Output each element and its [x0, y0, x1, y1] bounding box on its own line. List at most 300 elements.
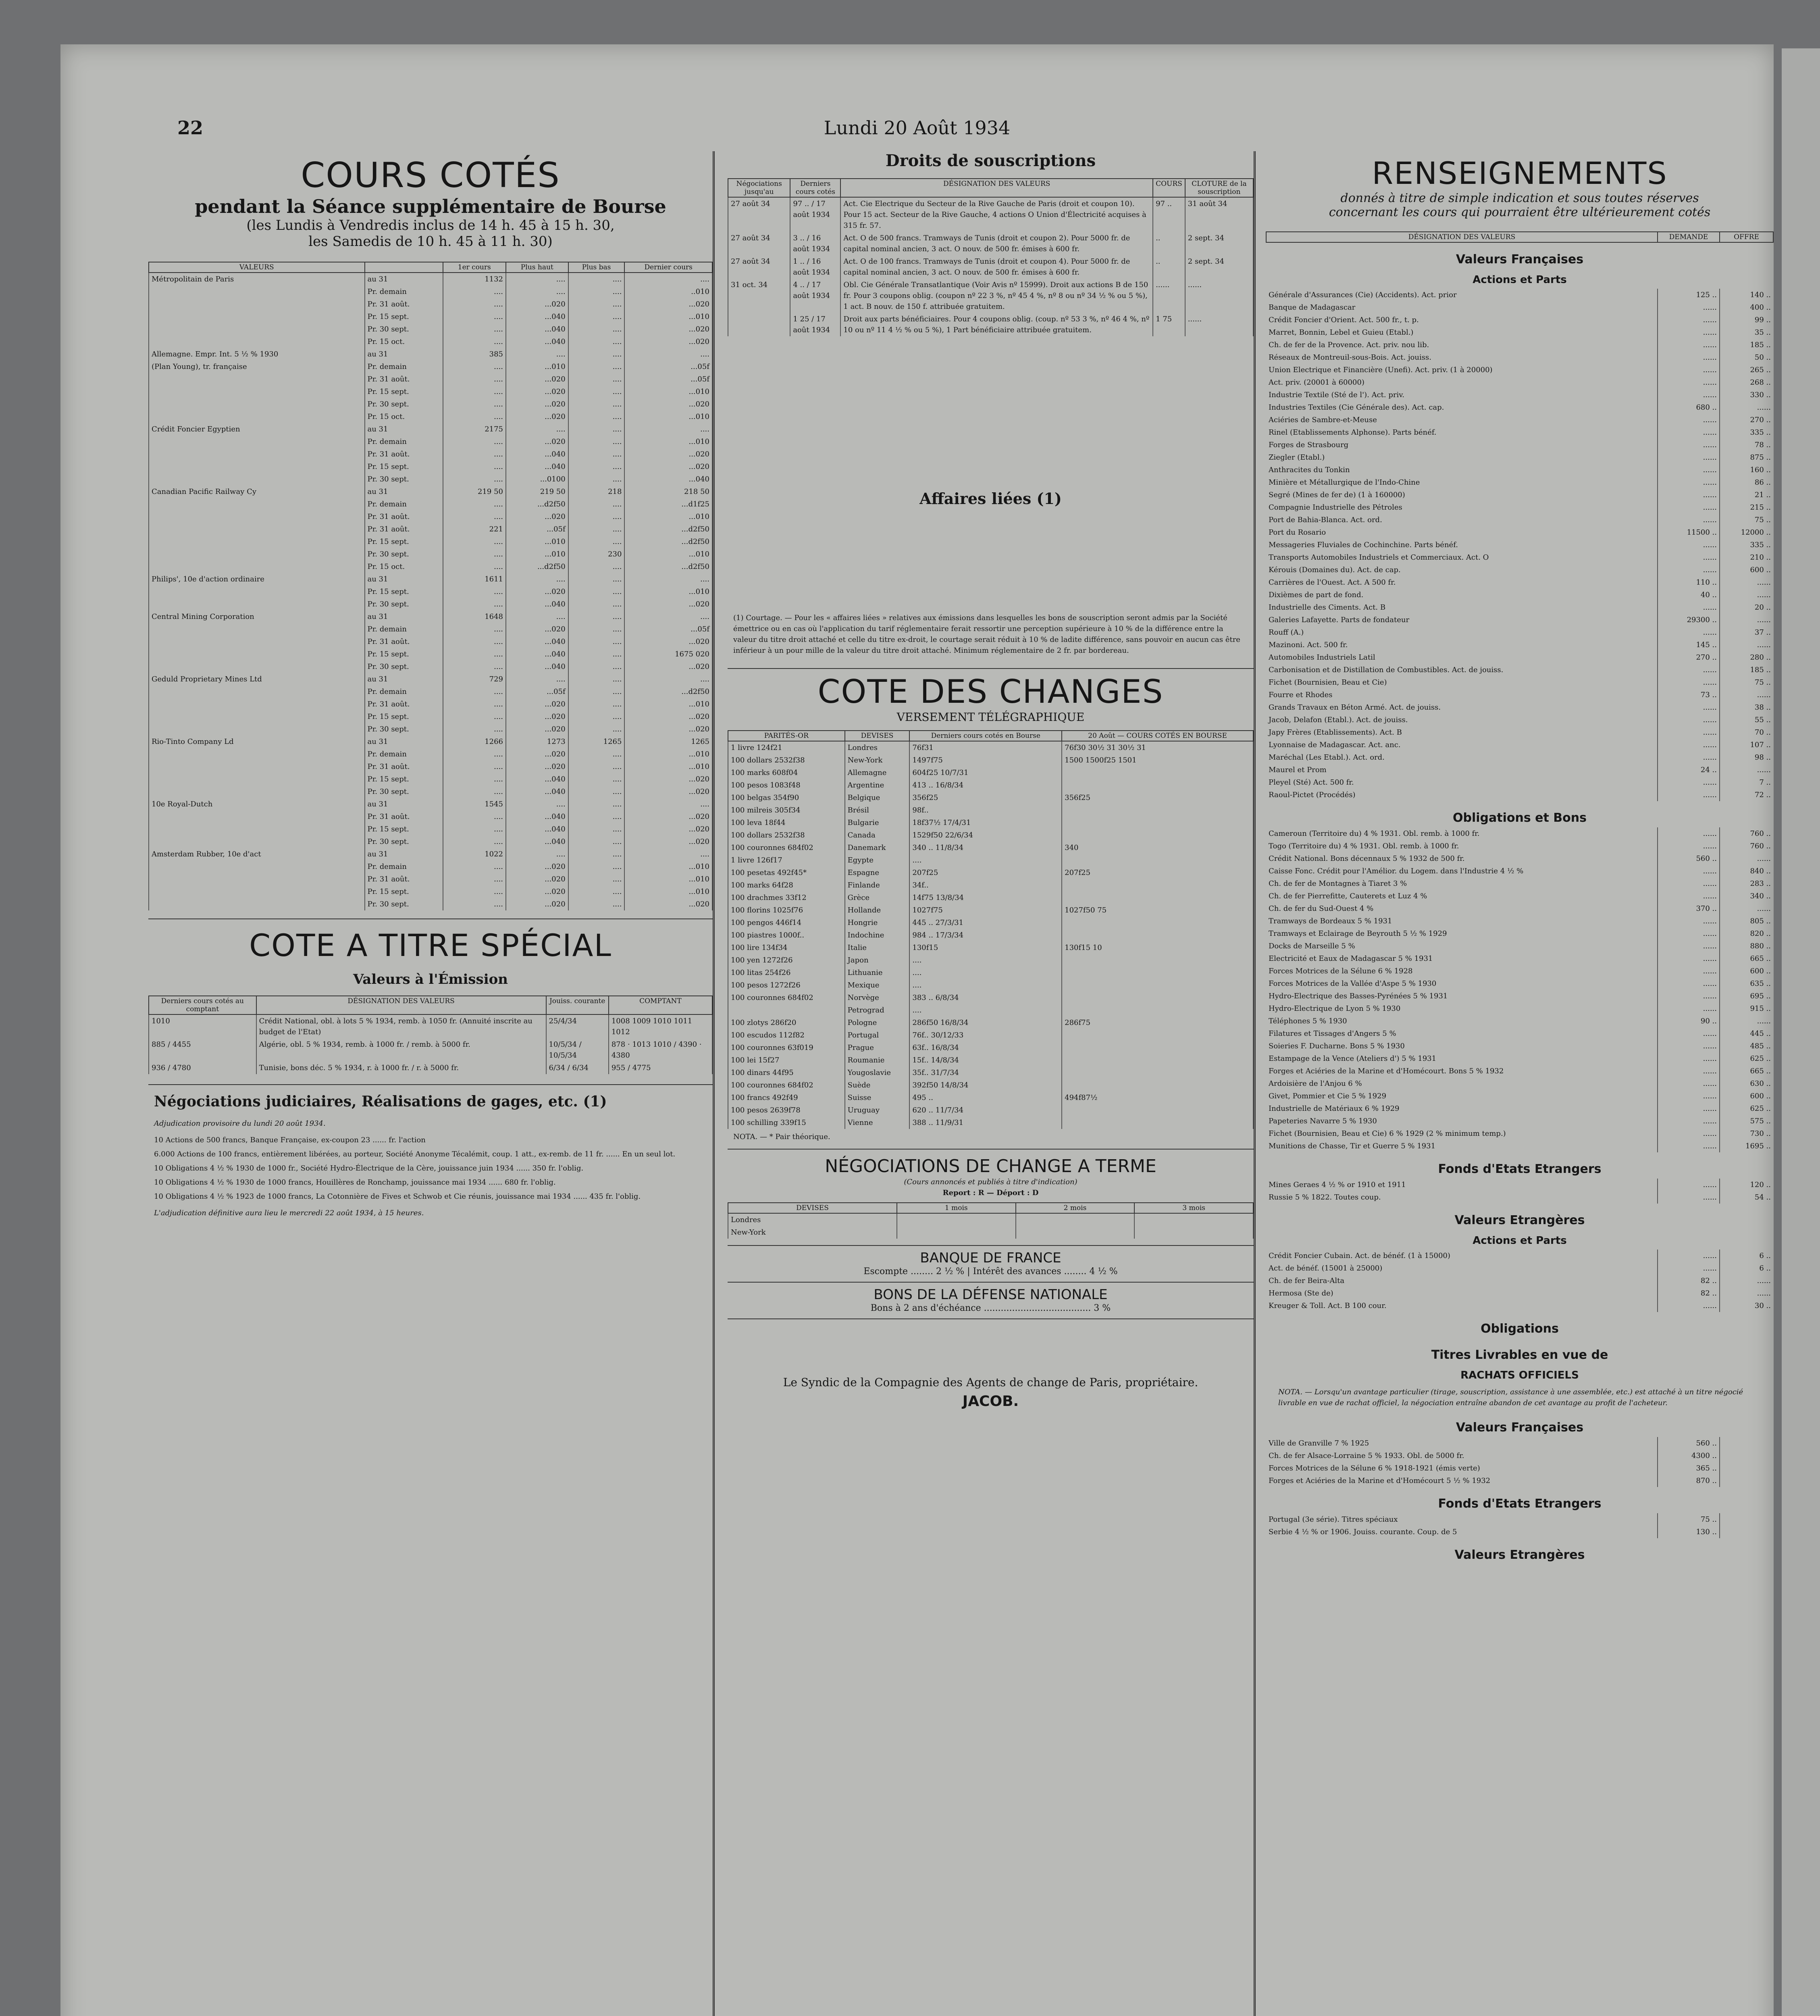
cours-cotes-cell: ...020: [506, 698, 568, 710]
terme-title: NÉGOCIATIONS DE CHANGE A TERME: [825, 1156, 1156, 1177]
changes-dernier: ....: [909, 954, 1062, 966]
valeur-demande: ......: [1658, 564, 1720, 576]
changes-row: [728, 1091, 1253, 1104]
valeur-demande: 145 ..: [1658, 639, 1720, 651]
cours-cotes-row: [149, 710, 712, 723]
cours-cotes-cell: au 31: [365, 273, 443, 285]
cours-cotes-cell: [149, 760, 365, 773]
changes-devise: Pologne: [845, 1016, 910, 1029]
banque-line: Escompte ........ 2 ½ % | Intérêt des avances ........ 4 ½ %: [863, 1266, 1118, 1277]
valeur-demande: ......: [1658, 739, 1720, 751]
renseignements-section: [1266, 1538, 1773, 1564]
changes-header-0: PARITÉS-OR: [728, 731, 845, 741]
cours-cotes-cell: ...020: [624, 460, 712, 473]
cours-cotes-cell: ....: [443, 785, 506, 798]
cours-cotes-cell: ....: [568, 373, 625, 385]
cours-cotes-cell: ...010: [624, 873, 712, 885]
courtage-footnote: (1) Courtage. — Pour les « affaires liées » relatives aux émissions dans lesquelles les bons de souscription seront admis par la Société émettrice ou en cas où l'application du tarif réglementaire ferait ressortir une perception supérieure à 10 % de la différence entre la valeur du titre droit attaché et celle du titre ex-droit, le courtage serait réduit à 10 % de ladite différence, sans pouvoir en aucun cas être inférieur à un pour mille de la valeur du titre droit attaché. Minimum réglementaire de 2 fr. par bordereau.: [733, 614, 1240, 655]
cours-cotes-row: [149, 460, 712, 473]
cours-cotes-cell: ....: [443, 873, 506, 885]
section-title: Actions et Parts: [1473, 274, 1567, 286]
cours-cotes-cell: ...0100: [506, 473, 568, 485]
cours-cotes-cell: 385: [443, 348, 506, 360]
renseignements-table: [1266, 231, 1774, 1564]
valeur-designation: Téléphones 5 % 1930: [1266, 1015, 1658, 1027]
valeur-offre: 86 ..: [1754, 478, 1771, 487]
changes-cours: 1500 1500f25 1501: [1062, 754, 1253, 766]
changes-parite: 100 drachmes 33f12: [728, 891, 845, 904]
changes-row: [728, 1066, 1253, 1079]
cours-cotes-cell: au 31: [365, 423, 443, 435]
cours-cotes-cell: [149, 460, 365, 473]
valeur-designation: Crédit Foncier Cubain. Act. de bénéf. (1 à 15000): [1266, 1250, 1658, 1262]
cours-cotes-cell: ...020: [506, 898, 568, 910]
changes-dernier: 495 ..: [909, 1091, 1062, 1104]
cours-cotes-cell: [149, 385, 365, 398]
changes-row: [728, 954, 1253, 966]
changes-dernier: 1497f75: [909, 754, 1062, 766]
changes-row: [728, 879, 1253, 891]
cours-cotes-cell: ...010: [624, 510, 712, 523]
changes-dernier: 207f25: [909, 866, 1062, 879]
changes-cours: 76f30 30½ 31 30½ 31: [1062, 741, 1253, 754]
changes-row: [728, 791, 1253, 804]
titre-special-cell: Algérie, obl. 5 % 1934, remb. à 1000 fr. / remb. à 5000 fr.: [256, 1038, 546, 1062]
cours-cotes-row: [149, 785, 712, 798]
changes-dernier: 445 .. 27/3/31: [909, 916, 1062, 929]
valeur-designation: Automobiles Industriels Latil: [1266, 651, 1658, 664]
cours-cotes-cell: ...d2f50: [624, 560, 712, 573]
droits-header-3: COURS: [1153, 179, 1185, 197]
valeur-demande: 29300 ..: [1658, 614, 1720, 626]
cours-cotes-cell: ....: [624, 798, 712, 810]
droits-cell: 97 ..: [1153, 197, 1185, 232]
cours-cotes-cell: ...020: [506, 435, 568, 448]
valeur-designation: Docks de Marseille 5 %: [1266, 940, 1658, 952]
droits-cell: 97 .. / 17 août 1934: [790, 197, 840, 232]
cours-cotes-cell: [149, 748, 365, 760]
cours-cotes-cell: ....: [443, 548, 506, 560]
renseignements-header-row: [1266, 232, 1773, 242]
cours-cotes-cell: [149, 773, 365, 785]
renseignements-row: [1266, 314, 1773, 326]
cours-cotes-cell: ...020: [506, 410, 568, 423]
cours-cotes-cell: Pr. demain: [365, 860, 443, 873]
renseignements-row: [1266, 339, 1773, 351]
valeur-demande: ......: [1658, 464, 1720, 476]
cours-cotes-cell: ....: [568, 598, 625, 610]
valeur-designation: Rinel (Etablissements Alphonse). Parts bénéf.: [1266, 426, 1658, 439]
cours-cotes-cell: Pr. 30 sept.: [365, 548, 443, 560]
valeur-demande: ......: [1658, 827, 1720, 840]
cours-cotes-cell: ...020: [624, 823, 712, 835]
valeur-offre: ......: [1757, 616, 1771, 624]
cours-cotes-cell: 1022: [443, 848, 506, 860]
valeur-designation: Munitions de Chasse, Tir et Guerre 5 % 1931: [1266, 1140, 1658, 1152]
renseignements-row: [1266, 376, 1773, 389]
cours-cotes-row: [149, 660, 712, 673]
cours-cotes-cell: ....: [624, 348, 712, 360]
cours-cotes-cell: Pr. 30 sept.: [365, 785, 443, 798]
changes-parite: 100 dollars 2532f38: [728, 754, 845, 766]
changes-devise: Hollande: [845, 904, 910, 916]
renseignements-header-2: OFFRE: [1720, 232, 1773, 242]
renseignements-row: [1266, 664, 1773, 676]
valeur-offre: 215 ..: [1750, 503, 1771, 512]
cours-cotes-cell: [149, 698, 365, 710]
valeur-offre: 38 ..: [1754, 703, 1771, 712]
valeur-demande: ......: [1658, 1262, 1720, 1275]
renseignements-row: [1266, 564, 1773, 576]
cours-cotes-header-2: 1er cours: [443, 262, 506, 273]
renseignements-row: [1266, 714, 1773, 726]
valeur-demande: ......: [1658, 840, 1720, 852]
renseignements-row: [1266, 1300, 1773, 1312]
changes-parite: 100 zlotys 286f20: [728, 1016, 845, 1029]
valeur-designation: Réseaux de Montreuil-sous-Bois. Act. jouiss.: [1266, 351, 1658, 364]
cours-cotes-cell: ...020: [624, 635, 712, 648]
droits-row: [728, 197, 1253, 232]
cours-cotes-cell: 218: [568, 485, 625, 498]
cours-cotes-cell: [149, 635, 365, 648]
cours-cotes-cell: au 31: [365, 485, 443, 498]
cours-cotes-cell: Pr. demain: [365, 623, 443, 635]
renseignements-row: [1266, 439, 1773, 451]
cours-cotes-cell: ....: [568, 385, 625, 398]
renseignements-row: [1266, 1179, 1773, 1191]
cours-cotes-cell: ....: [443, 373, 506, 385]
changes-dernier: 392f50 14/8/34: [909, 1079, 1062, 1091]
cours-cotes-cell: Pr. 31 août.: [365, 298, 443, 310]
cours-cotes-cell: 219 50: [506, 485, 568, 498]
changes-cours: [1062, 991, 1253, 1004]
valeur-offre: 120 ..: [1750, 1181, 1771, 1189]
changes-row: [728, 966, 1253, 979]
changes-parite: 100 lei 15f27: [728, 1054, 845, 1066]
cours-cotes-cell: [149, 310, 365, 323]
valeur-demande: ......: [1658, 364, 1720, 376]
cours-cotes-cell: ...05f: [624, 373, 712, 385]
cours-cotes-cell: ...020: [624, 398, 712, 410]
renseignements-row: [1266, 1052, 1773, 1065]
changes-cours: [1062, 929, 1253, 941]
valeur-demande: ......: [1658, 489, 1720, 501]
cours-cotes-cell: ...05f: [506, 685, 568, 698]
cours-cotes-cell: ...010: [624, 748, 712, 760]
valeur-demande: ......: [1658, 1300, 1720, 1312]
cours-cotes-cell: ....: [443, 623, 506, 635]
cours-cotes-cell: ...010: [624, 585, 712, 598]
cours-cotes-cell: ...d2f50: [506, 560, 568, 573]
valeur-designation: Maurel et Prom: [1266, 764, 1658, 776]
valeur-offre: 270 ..: [1750, 416, 1771, 424]
changes-row: [728, 1041, 1253, 1054]
valeur-designation: Filatures et Tissages d'Angers 5 %: [1266, 1027, 1658, 1040]
valeur-offre: 575 ..: [1750, 1117, 1771, 1125]
cours-cotes-cell: ...d1f25: [624, 498, 712, 510]
valeur-designation: Electricité et Eaux de Madagascar 5 % 1931: [1266, 952, 1658, 965]
valeur-offre: 820 ..: [1750, 929, 1771, 938]
next-page-edge: [1782, 48, 1820, 2016]
renseignements-note: NOTA. — Lorsqu'un avantage particulier (tirage, souscription, assistance à une assemblée, etc.) est attaché à un titre négocié livrable en vue de rachat officiel, la négociation entraîne abandon de cet avantage au profit de l'acheteur.: [1278, 1388, 1743, 1407]
cours-cotes-cell: [149, 398, 365, 410]
changes-parite: 100 dollars 2532f38: [728, 829, 845, 841]
valeur-designation: Hydro-Electrique de Lyon 5 % 1930: [1266, 1002, 1658, 1015]
changes-devise: Bulgarie: [845, 816, 910, 829]
changes-row: [728, 891, 1253, 904]
titre-special-row: [149, 1062, 712, 1074]
renseignements-row: [1266, 676, 1773, 689]
valeur-offre: [1720, 1526, 1773, 1538]
changes-row: [728, 1079, 1253, 1091]
changes-header-1: DEVISES: [845, 731, 910, 741]
renseignements-section: [1266, 1312, 1773, 1338]
valeur-demande: ......: [1658, 301, 1720, 314]
cours-cotes-cell: ...040: [506, 835, 568, 848]
titre-special-cell: 25/4/34: [546, 1014, 609, 1038]
renseignements-row: [1266, 902, 1773, 915]
cours-cotes-row: [149, 848, 712, 860]
cours-cotes-cell: [149, 523, 365, 535]
cours-cotes-row: [149, 835, 712, 848]
changes-devise: Uruguay: [845, 1104, 910, 1116]
cours-cotes-row: [149, 748, 712, 760]
changes-dernier: 604f25 10/7/31: [909, 766, 1062, 779]
droits-cell: Act. O de 100 francs. Tramways de Tunis (droit et coupon 4). Pour 5000 fr. de capital nominal ancien, 3 act. O nouv. de 500 fr. émises à 600 fr.: [840, 255, 1153, 279]
valeur-demande: ......: [1658, 952, 1720, 965]
cours-cotes-cell: Amsterdam Rubber, 10e d'act: [149, 848, 365, 860]
changes-parite: 100 pesos 2639f78: [728, 1104, 845, 1116]
cours-cotes-cell: ...020: [624, 835, 712, 848]
cours-cotes-cell: ....: [506, 610, 568, 623]
renseignements-section: [1266, 242, 1773, 269]
renseignements-title: RENSEIGNEMENTS: [1372, 155, 1668, 191]
cours-cotes-cell: 1648: [443, 610, 506, 623]
cours-cotes-cell: Pr. 30 sept.: [365, 898, 443, 910]
droits-cell: Droit aux parts bénéficiaires. Pour 4 coupons oblig. (coup. nº 53 3 %, nº 46 4 %, nº 10 ou nº 11 4 ½ % ou 5 %), 1 Part bénéficiaire attribuée gratuitem.: [840, 313, 1153, 336]
terme-table: [728, 1202, 1254, 1239]
cours-cotes-cell: 1611: [443, 573, 506, 585]
section-title: Valeurs Etrangères: [1454, 1548, 1585, 1562]
valeur-designation: Industries Textiles (Cie Générale des). Act. cap.: [1266, 401, 1658, 414]
negociation-item: 10 Obligations 4 ½ % 1930 de 1000 francs, Houillères de Ronchamp, jouissance mai 1934 ...... 680 fr. l'oblig.: [154, 1178, 556, 1187]
renseignements-row: [1266, 464, 1773, 476]
cours-cotes-cell: Philips', 10e d'action ordinaire: [149, 573, 365, 585]
adjudication-final: L'adjudication définitive aura lieu le mercredi 22 août 1934, à 15 heures.: [154, 1209, 424, 1217]
valeur-demande: ......: [1658, 751, 1720, 764]
renseignements-row: [1266, 739, 1773, 751]
valeur-offre: 695 ..: [1750, 992, 1771, 1000]
valeur-demande: 82 ..: [1658, 1287, 1720, 1300]
droits-cell: 27 août 34: [728, 255, 790, 279]
valeur-designation: Dixièmes de part de fond.: [1266, 589, 1658, 601]
valeur-designation: Compagnie Industrielle des Pétroles: [1266, 501, 1658, 514]
cours-cotes-cell: Pr. demain: [365, 498, 443, 510]
titre-special-cell: 885 / 4455: [149, 1038, 256, 1062]
cours-cotes-cell: [149, 548, 365, 560]
valeur-designation: Ziegler (Etabl.): [1266, 451, 1658, 464]
cours-cotes-cell: ...020: [506, 398, 568, 410]
cours-cotes-cell: Canadian Pacific Railway Cy: [149, 485, 365, 498]
valeur-designation: Segré (Mines de fer de) (1 à 160000): [1266, 489, 1658, 501]
cours-cotes-cell: ....: [443, 498, 506, 510]
changes-cours: [1062, 1066, 1253, 1079]
valeur-offre: 75 ..: [1754, 516, 1771, 524]
valeur-demande: ......: [1658, 376, 1720, 389]
syndic-name: JACOB.: [962, 1393, 1019, 1410]
changes-cours: 340: [1062, 841, 1253, 854]
droits-cell: ......: [1153, 279, 1185, 313]
valeur-designation: Forces Motrices de la Sélune 6 % 1928: [1266, 965, 1658, 977]
cours-cotes-cell: ....: [568, 860, 625, 873]
renseignements-row: [1266, 476, 1773, 489]
changes-cours: [1062, 1029, 1253, 1041]
valeur-demande: ......: [1658, 501, 1720, 514]
changes-devise: Roumanie: [845, 1054, 910, 1066]
renseignements-row: [1266, 915, 1773, 927]
cours-cotes-subtitle: pendant la Séance supplémentaire de Bourse: [195, 196, 666, 217]
valeur-designation: Ch. de fer de la Provence. Act. priv. nou lib.: [1266, 339, 1658, 351]
valeur-offre: 915 ..: [1750, 1004, 1771, 1013]
negociation-item: 6.000 Actions de 100 francs, entièrement libérées, au porteur, Société Anonyme Técalémit, coup. 1 att., ex-remb. de 11 fr. ...... En un seul lot.: [154, 1150, 676, 1158]
valeur-designation: Port de Bahia-Blanca. Act. ord.: [1266, 514, 1658, 526]
cours-cotes-cell: ....: [568, 473, 625, 485]
cours-cotes-cell: ...020: [624, 598, 712, 610]
renseignements-row: [1266, 764, 1773, 776]
cours-cotes-cell: Pr. 15 sept.: [365, 460, 443, 473]
changes-dernier: 340 .. 11/8/34: [909, 841, 1062, 854]
changes-devise: Allemagne: [845, 766, 910, 779]
changes-cours: [1062, 1116, 1253, 1129]
cours-cotes-cell: ....: [506, 285, 568, 298]
valeur-demande: ......: [1658, 1040, 1720, 1052]
cours-cotes-row: [149, 448, 712, 460]
cours-cotes-cell: ...010: [624, 548, 712, 560]
valeur-demande: ......: [1658, 977, 1720, 990]
valeur-designation: Forces Motrices de la Sélune 6 % 1918-1921 (émis verte): [1266, 1462, 1658, 1475]
cours-cotes-cell: ....: [568, 573, 625, 585]
valeur-demande: ......: [1658, 1065, 1720, 1077]
valeur-demande: 130 ..: [1658, 1526, 1720, 1538]
cours-cotes-cell: ...040: [506, 660, 568, 673]
cours-cotes-cell: ...05f: [624, 360, 712, 373]
cours-cotes-cell: [149, 448, 365, 460]
changes-cours: [1062, 891, 1253, 904]
cours-cotes-cell: ....: [568, 323, 625, 335]
valeur-designation: Fichet (Bournisien, Beau et Cie) 6 % 1929 (2 % minimum temp.): [1266, 1127, 1658, 1140]
cours-cotes-cell: ...d2f50: [624, 535, 712, 548]
changes-devise: Canada: [845, 829, 910, 841]
changes-parite: 100 escudos 112f82: [728, 1029, 845, 1041]
valeur-designation: Transports Automobiles Industriels et Commerciaux. Act. O: [1266, 551, 1658, 564]
titre-special-cell: 1008 1009 1010 1011 1012: [609, 1014, 712, 1038]
valeur-demande: 11500 ..: [1658, 526, 1720, 539]
valeur-offre: 805 ..: [1750, 917, 1771, 925]
valeur-offre: [1720, 1437, 1773, 1450]
valeur-demande: ......: [1658, 1077, 1720, 1090]
cours-cotes-cell: 1273: [506, 735, 568, 748]
cours-cotes-cell: ...010: [624, 410, 712, 423]
cours-cotes-cell: ....: [443, 448, 506, 460]
valeur-offre: [1720, 1513, 1773, 1526]
negociations-title: Négociations judiciaires, Réalisations de gages, etc. (1): [154, 1093, 607, 1110]
valeur-offre: 630 ..: [1750, 1079, 1771, 1088]
changes-dernier: 984 .. 17/3/34: [909, 929, 1062, 941]
cours-cotes-cell: Pr. 15 sept.: [365, 648, 443, 660]
cours-cotes-cell: ....: [624, 423, 712, 435]
changes-devise: Espagne: [845, 866, 910, 879]
cours-cotes-cell: Pr. 15 sept.: [365, 385, 443, 398]
renseignements-row: [1266, 965, 1773, 977]
changes-dernier: ....: [909, 979, 1062, 991]
cours-cotes-cell: ....: [443, 310, 506, 323]
valeur-demande: 40 ..: [1658, 589, 1720, 601]
renseignements-row: [1266, 877, 1773, 890]
cours-cotes-cell: Pr. 30 sept.: [365, 835, 443, 848]
valeur-designation: Forces Motrices de la Vallée d'Aspe 5 % 1930: [1266, 977, 1658, 990]
cours-cotes-cell: Pr. 30 sept.: [365, 323, 443, 335]
cours-cotes-cell: ....: [506, 273, 568, 285]
cours-cotes-header-0: VALEURS: [149, 262, 365, 273]
valeur-designation: Pleyel (Sté) Act. 500 fr.: [1266, 776, 1658, 789]
bons-line: Bons à 2 ans d'échéance ...................................... 3 %: [870, 1303, 1111, 1313]
changes-devise: Brésil: [845, 804, 910, 816]
cours-cotes-cell: Pr. 30 sept.: [365, 398, 443, 410]
valeur-designation: Togo (Territoire du) 4 % 1931. Obl. remb. à 1000 fr.: [1266, 840, 1658, 852]
renseignements-row: [1266, 389, 1773, 401]
cours-cotes-cell: ....: [443, 323, 506, 335]
cours-cotes-cell: ....: [568, 835, 625, 848]
changes-parite: 100 florins 1025f76: [728, 904, 845, 916]
cours-cotes-cell: ...020: [506, 585, 568, 598]
renseignements-row: [1266, 1450, 1773, 1462]
valeur-designation: Carbonisation et de Distillation de Combustibles. Act. de jouiss.: [1266, 664, 1658, 676]
valeur-offre: 485 ..: [1750, 1042, 1771, 1050]
valeur-offre: 635 ..: [1750, 979, 1771, 988]
valeur-offre: 6 ..: [1759, 1252, 1771, 1260]
cours-cotes-cell: [149, 885, 365, 898]
cours-cotes-cell: ....: [568, 885, 625, 898]
changes-row: [728, 804, 1253, 816]
cours-cotes-cell: ....: [443, 660, 506, 673]
cours-cotes-row: [149, 298, 712, 310]
cours-cotes-row: [149, 898, 712, 910]
cours-cotes-cell: ....: [506, 423, 568, 435]
cours-cotes-row: [149, 435, 712, 448]
cours-cotes-row: [149, 698, 712, 710]
cours-cotes-cell: 218 50: [624, 485, 712, 498]
cours-cotes-cell: ....: [568, 685, 625, 698]
cours-cotes-cell: [149, 473, 365, 485]
section-title: Valeurs Etrangères: [1454, 1213, 1585, 1227]
droits-cell: 27 août 34: [728, 232, 790, 255]
cours-cotes-cell: ....: [624, 573, 712, 585]
changes-devise: Vienne: [845, 1116, 910, 1129]
changes-row: [728, 816, 1253, 829]
renseignements-row: [1266, 1526, 1773, 1538]
cours-cotes-row: [149, 285, 712, 298]
changes-devise: Finlande: [845, 879, 910, 891]
cours-cotes-cell: ....: [568, 310, 625, 323]
valeur-offre: 54 ..: [1754, 1193, 1771, 1202]
changes-cours: 356f25: [1062, 791, 1253, 804]
changes-parite: 100 couronnes 684f02: [728, 841, 845, 854]
cours-cotes-cell: ...020: [506, 710, 568, 723]
terme-cell: [897, 1213, 1016, 1226]
valeur-offre: 840 ..: [1750, 867, 1771, 875]
valeur-designation: Act. de bénéf. (15001 à 25000): [1266, 1262, 1658, 1275]
cours-cotes-cell: [149, 685, 365, 698]
